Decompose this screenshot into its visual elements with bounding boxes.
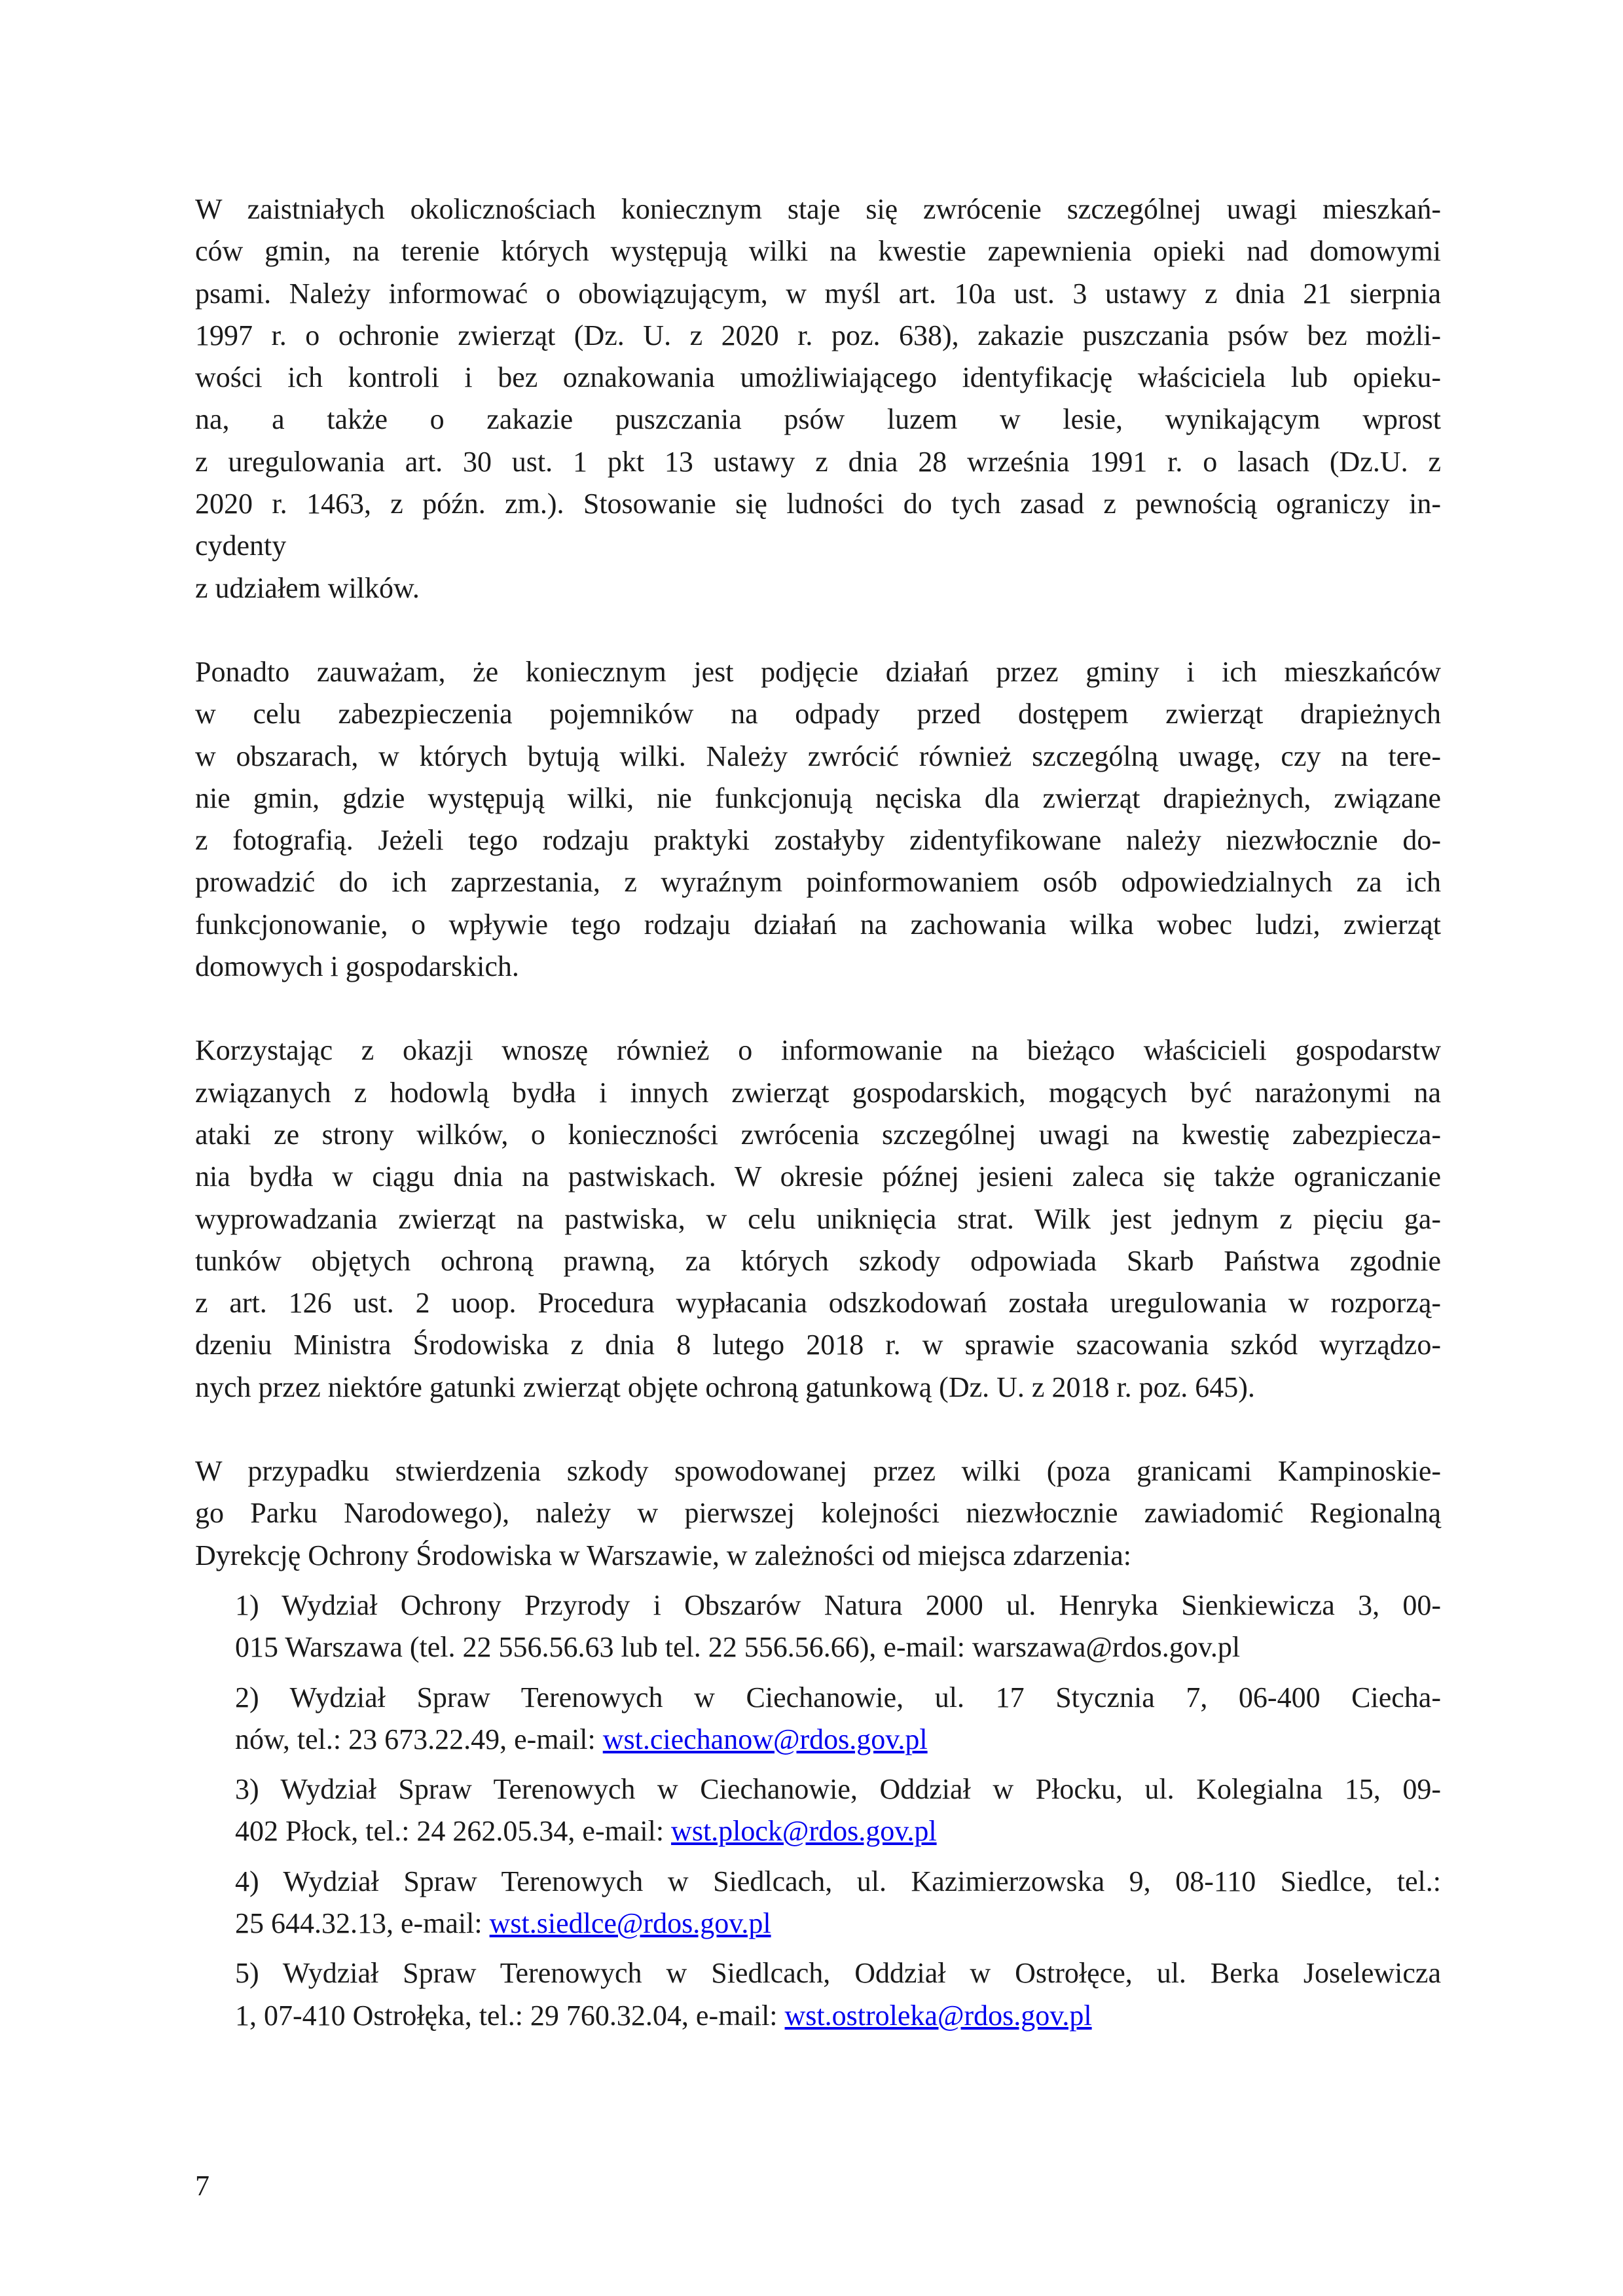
text-line: Ponadto zauważam, że koniecznym jest podjęcie działań przez gminy i ich mieszkańców [195,655,1441,688]
text-line: go Parku Narodowego), należy w pierwszej kolejności niezwłocznie zawiadomić Regionalną [195,1497,1441,1530]
text-line: dzeniu Ministra Środowiska z dnia 8 lutego 2018 r. w sprawie szacowania szkód wyrządzo- [195,1329,1441,1361]
body-text [195,188,1441,2037]
list-item [235,1585,1441,1669]
list-item [235,1861,1441,1945]
text-line: Korzystając z okazji wnoszę również o informowanie na bieżąco właścicieli gospodarstw [195,1034,1441,1067]
paragraph-gap [195,988,1441,1030]
list-item-text: 402 Płock, tel.: 24 262.05.34, e-mail: [235,1815,672,1848]
text-line: nych przez niektóre gatunki zwierząt objęte ochroną gatunkową (Dz. U. z 2018 r. poz. 645). [195,1371,1255,1403]
paragraph-damage-reporting [195,1450,1441,1577]
list-item-line: 4) Wydział Spraw Terenowych w Siedlcach, ul. Kazimierzowska 9, 08-110 Siedlce, tel.: [235,1865,1441,1897]
text-line: z art. 126 ust. 2 uoop. Procedura wypłacania odszkodowań została uregulowania w rozporzą- [195,1287,1441,1319]
text-line: wości ich kontroli i bez oznakowania umożliwiającego identyfikację właściciela lub opieku- [195,361,1441,394]
text-line: z fotografią. Jeżeli tego rodzaju praktyki zostałyby zidentyfikowane należy niezwłocznie do- [195,824,1441,857]
text-line: 2020 r. 1463, z późn. zm.). Stosowanie się ludności do tych zasad z pewnością ograniczy in- [195,488,1441,520]
paragraph-waste-containers [195,651,1441,988]
email-link[interactable]: wst.plock@rdos.gov.pl [671,1815,937,1848]
list-item-text: 015 Warszawa (tel. 22 556.56.63 lub tel. 22 556.56.66), e-mail: warszawa@rdos.gov.pl [235,1631,1241,1664]
text-line: domowych i gospodarskich. [195,950,519,983]
text-line: prowadzić do ich zaprzestania, z wyraźnym poinformowaniem osób odpowiedzialnych za ich [195,866,1441,899]
text-line: z uregulowania art. 30 ust. 1 pkt 13 ustawy z dnia 28 września 1991 r. o lasach (Dz.U. z [195,445,1441,478]
list-item-text: nów, tel.: 23 673.22.49, e-mail: [235,1723,603,1755]
text-line: wyprowadzania zwierząt na pastwiska, w celu uniknięcia strat. Wilk jest jednym z pięciu ga- [195,1202,1441,1235]
text-line: W zaistniałych okolicznościach koniecznym staje się zwrócenie szczególnej uwagi mieszkań- [195,193,1441,225]
list-item-line [235,1719,1441,1761]
text-line: psami. Należy informować o obowiązującym, w myśl art. 10a ust. 3 ustawy z dnia 21 sierpnia [195,277,1441,310]
paragraph-gap [195,1408,1441,1450]
list-item-text: 25 644.32.13, e-mail: [235,1907,490,1939]
paragraph-livestock-owners [195,1030,1441,1408]
list-item-line: 2) Wydział Spraw Terenowych w Ciechanowie, ul. 17 Stycznia 7, 06-400 Ciecha- [235,1681,1441,1713]
text-line: z udziałem wilków. [195,571,420,604]
text-line: na, a także o zakazie puszczania psów luzem w lesie, wynikającym wprost [195,403,1441,436]
list-item [235,1768,1441,1853]
text-line: ataki ze strony wilków, o konieczności zwrócenia szczególnej uwagi na kwestię zabezpiecza- [195,1118,1441,1151]
list-item-line [235,1903,1441,1945]
text-line: W przypadku stwierdzenia szkody spowodowanej przez wilki (poza granicami Kampinoskie- [195,1455,1441,1488]
text-line: 1997 r. o ochronie zwierząt (Dz. U. z 2020 r. poz. 638), zakazie puszczania psów bez możli- [195,319,1441,351]
list-item [235,1677,1441,1761]
text-line: ców gmin, na terenie których występują wilki na kwestie zapewnienia opieki nad domowymi [195,235,1441,268]
list-item-line [235,1810,1441,1852]
text-line: w obszarach, w których bytują wilki. Należy zwrócić również szczególną uwagę, czy na tere- [195,740,1441,772]
text-line: w celu zabezpieczenia pojemników na odpady przed dostępem zwierząt drapieżnych [195,698,1441,730]
text-line: nie gmin, gdzie występują wilki, nie funkcjonują nęciska dla zwierząt drapieżnych, związane [195,781,1441,814]
list-item-line: 3) Wydział Spraw Terenowych w Ciechanowie, Oddział w Płocku, ul. Kolegialna 15, 09- [235,1773,1441,1806]
text-line: tunków objętych ochroną prawną, za których szkody odpowiada Skarb Państwa zgodnie [195,1244,1441,1277]
paragraph-gap [195,609,1441,651]
email-link[interactable]: wst.siedlce@rdos.gov.pl [489,1907,771,1939]
text-line: związanych z hodowlą bydła i innych zwierząt gospodarskich, mogących być narażonymi na [195,1076,1441,1109]
page-number: 7 [195,2170,210,2202]
text-line: Dyrekcję Ochrony Środowiska w Warszawie, w zależności od miejsca zdarzenia: [195,1539,1131,1571]
list-item-line: 5) Wydział Spraw Terenowych w Siedlcach, Oddział w Ostrołęce, ul. Berka Joselewicza [235,1957,1441,1990]
list-item-line: 1) Wydział Ochrony Przyrody i Obszarów Natura 2000 ul. Henryka Sienkiewicza 3, 00- [235,1588,1441,1621]
list-item-text: 1, 07-410 Ostrołęka, tel.: 29 760.32.04, e-mail: [235,1999,785,2032]
office-contact-list [195,1585,1441,2037]
text-line: cydenty [195,529,287,562]
list-item-line [235,1626,1441,1668]
email-link[interactable]: wst.ostroleka@rdos.gov.pl [784,1999,1092,2032]
text-line: nia bydła w ciągu dnia na pastwiskach. W okresie późnej jesieni zaleca się także ograniczanie [195,1160,1441,1193]
list-item-line [235,1995,1441,2037]
text-line: funkcjonowanie, o wpływie tego rodzaju działań na zachowania wilka wobec ludzi, zwierząt [195,908,1441,941]
email-link[interactable]: wst.ciechanow@rdos.gov.pl [602,1723,928,1755]
list-item [235,1952,1441,2037]
paragraph-dogs-supervision [195,188,1441,609]
